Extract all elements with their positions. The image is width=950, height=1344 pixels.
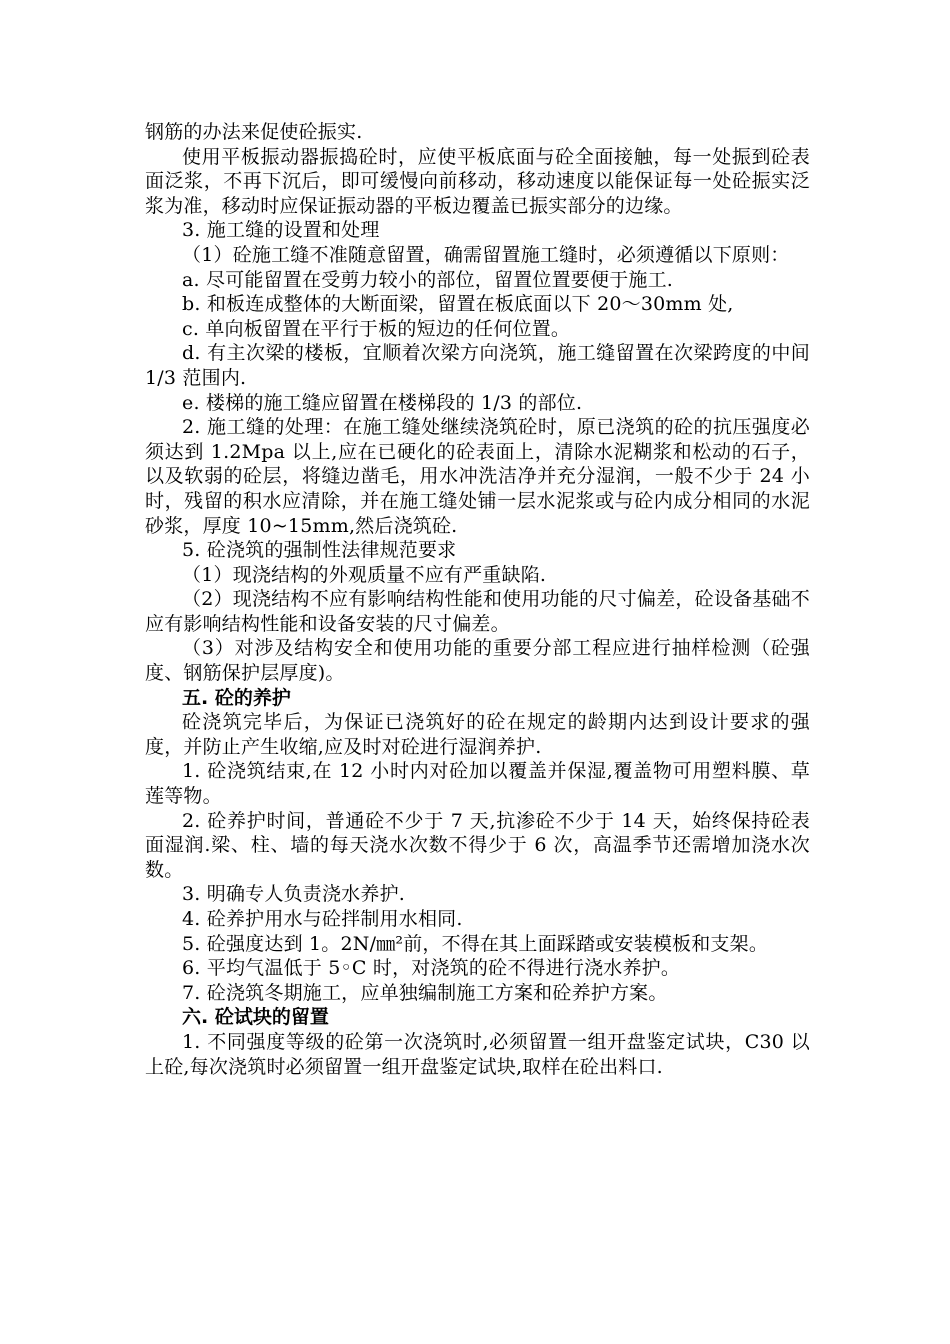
list-item: （1）现浇结构的外观质量不应有严重缺陷. [182,563,547,586]
paragraph: 钢筋的办法来促使砼振实. [145,121,363,143]
list-item: 4. 砼养护用水与砼拌制用水相同. [182,908,463,930]
list-item: 3. 明确专人负责浇水养护. [182,883,406,906]
list-item: e. 楼梯的施工缝应留置在楼梯段的 1/3 的部位. [182,391,583,414]
list-item: 7. 砼浇筑冬期施工，应单独编制施工方案和砼养护方案。 [182,981,668,1004]
list-item: 2. 砼养护时间，普通砼不少于 7 天,抗渗砼不少于 14 天，始终保持砼表面湿润.梁、柱、墙的每天浇水次数不得少于 6 次，高温季节还需增加浇水次数。 [145,809,810,881]
list-item: c. 单向板留置在平行于板的短边的任何位置。 [182,317,571,340]
section-subheading: 3. 施工缝的设置和处理 [182,219,380,242]
paragraph: 砼浇筑完毕后，为保证已浇筑好的砼在规定的龄期内达到设计要求的强度，并防止产生收缩,应及时对砼进行湿润养护. [145,711,810,758]
list-item: 6. 平均气温低于 5◦C 时，对浇筑的砼不得进行浇水养护。 [182,957,681,980]
list-item: （2）现浇结构不应有影响结构性能和使用功能的尺寸偏差，砼设备基础不应有影响结构性能和设备安装的尺寸偏差。 [145,588,810,635]
list-item: b. 和板连成整体的大断面梁，留置在板底面以下 20～30mm 处, [182,293,734,316]
section-subheading: 5. 砼浇筑的强制性法律规范要求 [182,539,457,562]
list-item: 1. 砼浇筑结束,在 12 小时内对砼加以覆盖并保湿,覆盖物可用塑料膜、草莲等物。 [145,760,810,808]
list-item: d. 有主次梁的楼板，宜顺着次梁方向浇筑，施工缝留置在次梁跨度的中间 1/3 范围内. [145,342,810,389]
section-heading: 六. 砼试块的留置 [182,1006,329,1029]
paragraph: 使用平板振动器振捣砼时，应使平板底面与砼全面接触，每一处振到砼表面泛浆，不再下沉后，即可缓慢向前移动，移动速度以能保证每一处砼振实泛浆为准，移动时应保证振动器的平板边覆盖已振实部分的边缘。 [145,145,810,217]
paragraph: （1）砼施工缝不准随意留置，确需留置施工缝时，必须遵循以下原则： [182,243,790,266]
document-page [145,120,810,1079]
section-heading: 五. 砼的养护 [182,686,291,709]
paragraph: 2. 施工缝的处理：在施工缝处继续浇筑砼时，原已浇筑的砼的抗压强度必须达到 1.2Mpa 以上,应在已硬化的砼表面上，清除水泥糊浆和松动的石子，以及软弱的砼层，将缝边凿毛，用水冲洗洁净并充分湿润，一般不少于 24 小时，残留的积水应清除，并在施工缝处铺一层水泥浆或与砼内成分相同的水泥砂浆，厚度 10~15mm,然后浇筑砼. [145,416,810,537]
list-item: （3）对涉及结构安全和使用功能的重要分部工程应进行抽样检测（砼强度、钢筋保护层厚度)。 [145,637,810,685]
list-item: a. 尽可能留置在受剪力较小的部位，留置位置要便于施工. [182,268,674,291]
list-item: 1. 不同强度等级的砼第一次浇筑时,必须留置一组开盘鉴定试块，C30 以上砼,每次浇筑时必须留置一组开盘鉴定试块,取样在砼出料口. [145,1030,810,1078]
list-item: 5. 砼强度达到 1。2N/㎜²前，不得在其上面踩踏或安装模板和支架。 [182,932,769,955]
